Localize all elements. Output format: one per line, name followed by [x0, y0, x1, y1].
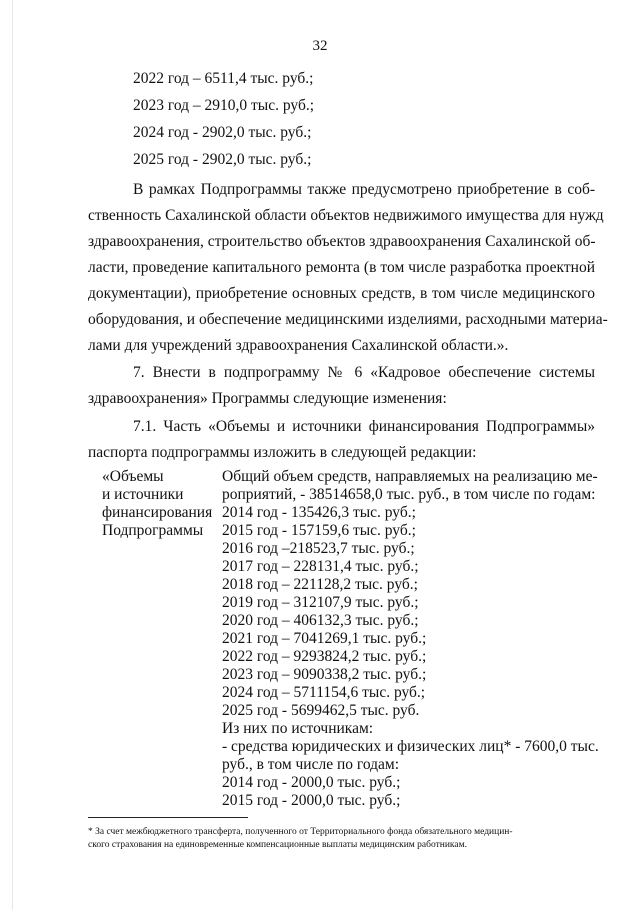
table-value-line: - средства юридических и физических лиц* - 7600,0 тыс. — [222, 738, 599, 755]
table-value-line: 2017 год – 228131,4 тыс. руб.; — [222, 558, 419, 575]
page-number: 32 — [312, 38, 328, 54]
footnote-line: ского страхования на единовременные компенсационные выплаты медицинским работникам. — [88, 840, 467, 850]
year-line: 2024 год - 2902,0 тыс. руб.; — [133, 124, 312, 141]
table-label-column — [102, 468, 222, 540]
paragraph-line: 7.1. Часть «Объемы и источники финансирования Подпрограммы» — [133, 418, 595, 435]
footnote-line: * За счет межбюджетного трансферта, полученного от Территориального фонда обязательного медицин- — [88, 827, 513, 837]
year-line: 2025 год - 2902,0 тыс. руб.; — [133, 151, 312, 168]
table-value-column — [222, 468, 599, 810]
table-label-line: и источники — [102, 486, 184, 503]
table-value-line: 2022 год – 9293824,2 тыс. руб.; — [222, 648, 427, 665]
table-value-line: руб., в том числе по годам: — [222, 756, 400, 773]
paragraph-line: документации), приобретение основных средств, в том числе медицинского — [88, 285, 595, 302]
table-value-line: роприятий, - 38514658,0 тыс. руб., в том числе по годам: — [222, 486, 596, 503]
table-value-line: 2019 год – 312107,9 тыс. руб.; — [222, 594, 419, 611]
table-label-line: «Объемы — [102, 468, 164, 485]
table-value-line: Из них по источникам: — [222, 720, 374, 737]
paragraph-line: В рамках Подпрограммы также предусмотрено приобретение в соб- — [133, 181, 595, 198]
table-value-line: 2014 год - 2000,0 тыс. руб.; — [222, 774, 401, 791]
paragraph-line: здравоохранения, строительство объектов здравоохранения Сахалинской об- — [88, 233, 596, 250]
paragraph-line: оборудования, и обеспечение медицинскими изделиями, расходными материа- — [88, 311, 608, 328]
paragraph-line: паспорта подпрограммы изложить в следующей редакции: — [88, 444, 477, 461]
table-value-line: 2020 год – 406132,3 тыс. руб.; — [222, 612, 419, 629]
table-label-line: Подпрограммы — [102, 522, 204, 539]
paragraph-line: здравоохранения» Программы следующие изменения: — [88, 390, 447, 407]
table-value-line: 2021 год – 7041269,1 тыс. руб.; — [222, 630, 427, 647]
table-value-line: 2015 год - 157159,6 тыс. руб.; — [222, 522, 416, 539]
table-value-line: 2025 год - 5699462,5 тыс. руб. — [222, 702, 420, 719]
paragraph-line: ласти, проведение капитального ремонта (в том числе разработка проектной — [88, 259, 595, 276]
table-value-line: 2018 год – 221128,2 тыс. руб.; — [222, 576, 418, 593]
table-value-line: 2014 год - 135426,3 тыс. руб.; — [222, 504, 416, 521]
footnote-divider — [88, 817, 248, 818]
year-line: 2022 год – 6511,4 тыс. руб.; — [133, 70, 314, 87]
table-label-line: финансирования — [102, 504, 213, 521]
table-value-line: 2015 год - 2000,0 тыс. руб.; — [222, 792, 401, 809]
table-value-line: 2016 год –218523,7 тыс. руб.; — [222, 540, 415, 557]
table-value-line: Общий объем средств, направляемых на реализацию ме- — [222, 468, 598, 485]
year-line: 2023 год – 2910,0 тыс. руб.; — [133, 97, 315, 114]
paragraph-line: 7. Внести в подпрограмму № 6 «Кадровое обеспечение системы — [133, 364, 595, 381]
footnote — [88, 826, 608, 852]
table-value-line: 2023 год – 9090338,2 тыс. руб.; — [222, 666, 427, 683]
paragraph-line: лами для учреждений здравоохранения Сахалинской области.». — [88, 337, 509, 354]
table-value-line: 2024 год – 5711154,6 тыс. руб.; — [222, 684, 426, 701]
scan-edge-line — [12, 0, 13, 910]
paragraph-line: ственность Сахалинской области объектов недвижимого имущества для нужд — [88, 207, 604, 224]
